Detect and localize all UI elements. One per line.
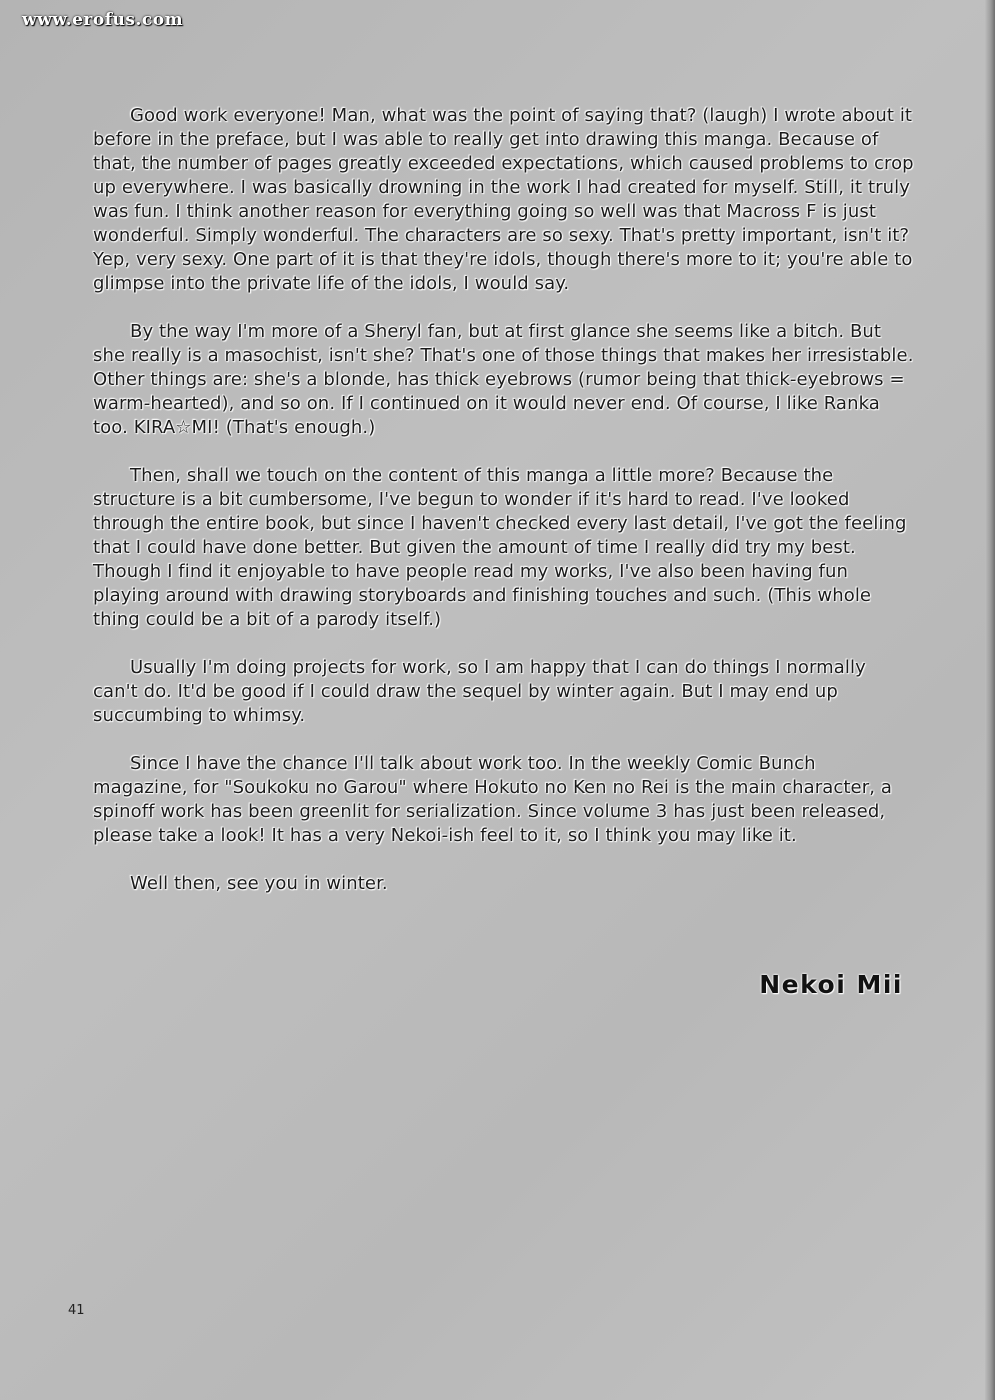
page-number: 41 [68,1303,85,1318]
paragraph-2: By the way I'm more of a Sheryl fan, but at first glance she seems like a bitch. But she really is a masochist, isn't she? That's one of those things that makes her irresistable. Other things are: she's a blonde, has thick eyebrows (rumor being that thick-eyebrows = warm-hearted), and so on. If I continued on it would never end. Of course, I like Ranka too. KIRA☆MI! (That's enough.) [93,321,914,438]
page-edge-shadow [985,0,995,1400]
author-signature: Nekoi Mii [759,970,903,999]
site-watermark: www.erofus.com [22,10,184,30]
paragraph-3: Then, shall we touch on the content of this manga a little more? Because the structure is a bit cumbersome, I've begun to wonder if it's hard to read. I've looked through the entire book, but since I haven't checked every last detail, I've got the feeling that I could have done better. But given the amount of time I really did try my best. Though I find it enjoyable to have people read my works, I've also been having fun playing around with drawing storyboards and finishing touches and such. (This whole thing could be a bit of a parody itself.) [93,465,907,630]
paragraph-6: Well then, see you in winter. [130,873,388,894]
paragraph-4: Usually I'm doing projects for work, so I am happy that I can do things I normally can't do. It'd be good if I could draw the sequel by winter again. But I may end up succumbing to whimsy. [93,657,866,726]
afterword-text [93,104,915,920]
paragraph-5: Since I have the chance I'll talk about work too. In the weekly Comic Bunch magazine, for "Soukoku no Garou" where Hokuto no Ken no Rei is the main character, a spinoff work has been greenlit for serialization. Since volume 3 has just been released, please take a look! It has a very Nekoi-ish feel to it, so I think you may like it. [93,753,892,846]
paragraph-1: Good work everyone! Man, what was the point of saying that? (laugh) I wrote about it before in the preface, but I was able to really get into drawing this manga. Because of that, the number of pages greatly exceeded expectations, which caused problems to crop up everywhere. I was basically drowning in the work I had created for myself. Still, it truly was fun. I think another reason for everything going so well was that Macross F is just wonderful. Simply wonderful. The characters are so sexy. That's pretty important, isn't it? Yep, very sexy. One part of it is that they're idols, though there's more to it; you're able to glimpse into the private life of the idols, I would say. [93,105,914,294]
